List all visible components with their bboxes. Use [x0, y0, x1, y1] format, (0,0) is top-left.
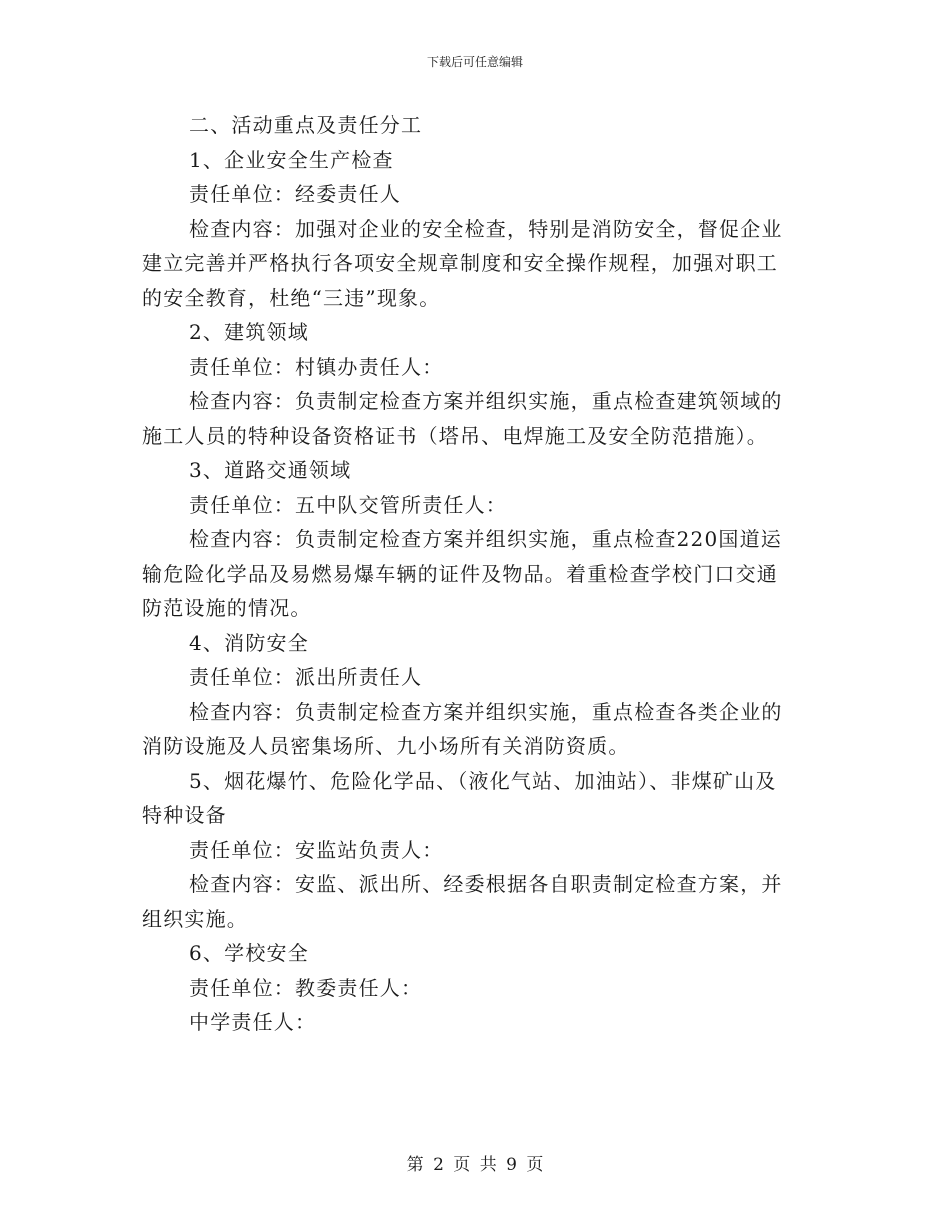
- inspection-content-cont: 防范设施的情况。: [142, 596, 312, 620]
- responsible-unit: 责任单位：经委责任人: [189, 182, 401, 206]
- inspection-content: 检查内容：负责制定检查方案并组织实施，重点检查建筑领域的: [189, 389, 783, 413]
- inspection-content-cont: 建立完善并严格执行各项安全规章制度和安全操作规程，加强对职工: [142, 251, 778, 275]
- page-number: 第 2 页 共 9 页: [406, 1155, 544, 1175]
- item-heading: 3、道路交通领域: [189, 458, 352, 482]
- item-heading: 4、消防安全: [189, 630, 309, 655]
- inspection-content-cont: 消防设施及人员密集场所、九小场所有关消防资质。: [142, 734, 630, 758]
- inspection-content-cont: 输危险化学品及易燃易爆车辆的证件及物品。着重检查学校门口交通: [142, 561, 778, 586]
- page-header-note: 下载后可任意编辑: [426, 55, 523, 69]
- inspection-content-cont: 组织实施。: [142, 906, 248, 931]
- inspection-content: 检查内容：负责制定检查方案并组织实施，重点检查220国道运: [189, 527, 782, 551]
- responsible-unit: 责任单位：五中队交管所责任人：: [189, 492, 507, 517]
- inspection-content: 检查内容：加强对企业的安全检查，特别是消防安全，督促企业: [189, 216, 783, 241]
- inspection-content: 检查内容：安监、派出所、经委根据各自职责制定检查方案，并: [189, 872, 783, 896]
- responsible-person: 中学责任人：: [189, 1010, 317, 1034]
- item-heading: 5、烟花爆竹、危险化学品、（液化气站、加油站）、非煤矿山及: [189, 768, 777, 793]
- inspection-content-cont: 施工人员的特种设备资格证书（塔吊、电焊施工及安全防范措施）。: [142, 423, 768, 448]
- responsible-unit: 责任单位：村镇办责任人：: [189, 354, 444, 379]
- item-heading: 6、学校安全: [189, 941, 309, 965]
- section-heading: 二、活动重点及责任分工: [189, 113, 423, 137]
- inspection-content: 检查内容：负责制定检查方案并组织实施，重点检查各类企业的: [189, 699, 783, 724]
- item-heading: 2、建筑领域: [189, 320, 309, 344]
- item-heading-cont: 特种设备: [142, 803, 227, 827]
- item-heading: 1、企业安全生产检查: [189, 147, 394, 172]
- responsible-unit: 责任单位：安监站负责人：: [189, 837, 444, 862]
- document-body: [142, 108, 810, 1040]
- responsible-unit: 责任单位：教委责任人：: [189, 975, 423, 1000]
- responsible-unit: 责任单位：派出所责任人: [189, 665, 423, 689]
- inspection-content-cont: 的安全教育，杜绝“三违”现象。: [142, 285, 441, 310]
